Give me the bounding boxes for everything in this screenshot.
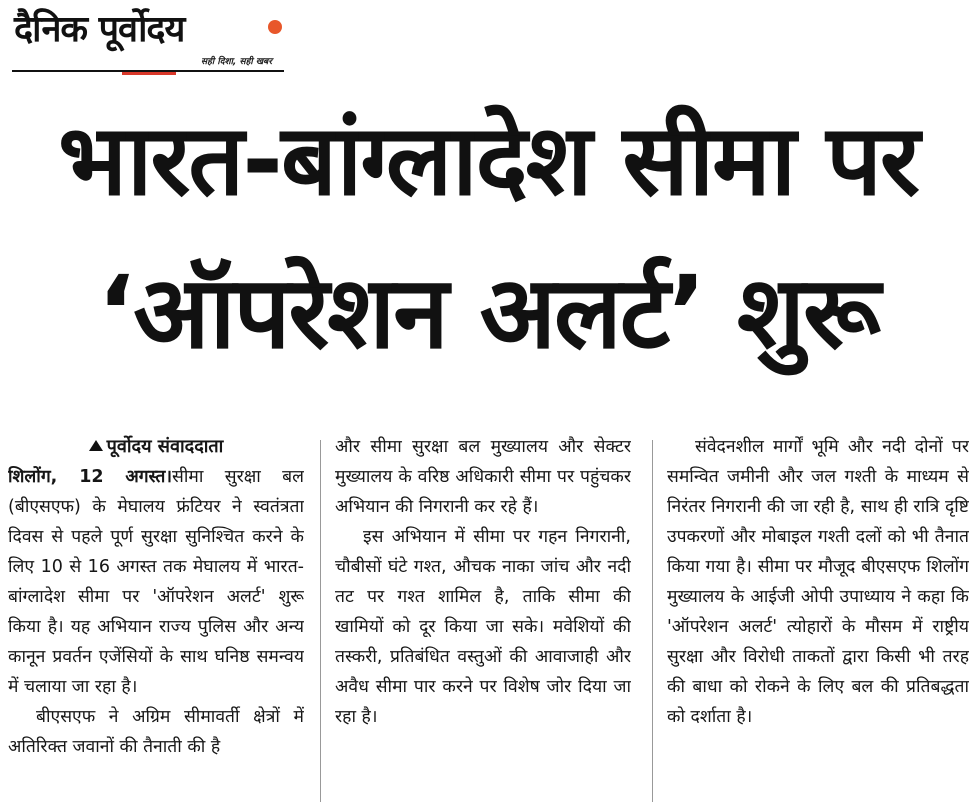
- article-column-3: [667, 432, 969, 804]
- newspaper-name: दैनिक पूर्वोदय: [14, 9, 185, 50]
- newspaper-tagline: सही दिशा, सही खबर: [201, 57, 272, 67]
- byline: [8, 432, 304, 462]
- headline-line-1: भारत-बांग्लादेश सीमा पर: [58, 104, 918, 218]
- headline-line-2: ‘ऑपरेशन अलर्ट’ शुरू: [97, 254, 879, 371]
- article-paragraph: बीएसएफ ने अग्रिम सीमावर्ती क्षेत्रों में अतिरिक्त जवानों की तैनाती की है: [8, 707, 304, 757]
- article-paragraph: इस अभियान में सीमा पर गहन निगरानी, चौबीसों घंटे गश्त, औचक नाका जांच और नदी तट पर गश्त शामिल है, ताकि सीमा की खामियों को दूर किया जा सके। मवेशियों की तस्करी, प्रतिबंधित वस्तुओं की आवाजाही और अवैध सीमा पार करने पर विशेष जोर दिया जा रहा है।: [335, 527, 631, 727]
- masthead-logo: [12, 6, 284, 72]
- article-column-2: [335, 432, 631, 804]
- masthead-red-bar: [122, 72, 176, 75]
- article-paragraph: संवेदनशील मार्गों भूमि और नदी दोनों पर समन्वित जमीनी और जल गश्ती के माध्यम से निरंतर निगरानी की जा रही है, साथ ही रात्रि दृष्टि उपकरणों और मोबाइल गश्ती दलों को भी तैनात किया गया है। सीमा पर मौजूद बीएसएफ शिलोंग मुख्यालय के आईजी ओपी उपाध्याय ने कहा कि 'ऑपरेशन अलर्ट' त्योहारों के मौसम में राष्ट्रीय सुरक्षा और विरोधी ताकतों द्वारा किसी भी तरह की बाधा को रोकने के लिए बल की प्रतिबद्धता को दर्शाता है।: [667, 437, 969, 727]
- article-paragraph: [8, 462, 304, 702]
- byline-text: पूर्वोदय संवाददाता: [106, 436, 224, 457]
- triangle-icon: [89, 440, 103, 451]
- logo-dot-icon: [268, 20, 282, 34]
- paragraph-text: सीमा सुरक्षा बल (बीएसएफ) के मेघालय फ्रंटियर ने स्वतंत्रता दिवस से पहले पूर्ण सुरक्षा सुनिश्चित करने के लिए 10 से 16 अगस्त तक मेघालय में भारत-बांग्लादेश सीमा पर 'ऑपरेशन अलर्ट' शुरू किया है। यह अभियान राज्य पुलिस और अन्य कानून प्रवर्तन एजेंसियों के साथ घनिष्ठ समन्वय में चलाया जा रहा है।: [8, 467, 304, 697]
- article-paragraph: और सीमा सुरक्षा बल मुख्यालय और सेक्टर मुख्यालय के वरिष्ठ अधिकारी सीमा पर पहुंचकर अभियान की निगरानी कर रहे हैं।: [335, 437, 631, 517]
- article-column-1: [8, 432, 304, 804]
- dateline: शिलोंग, 12 अगस्त।: [8, 467, 173, 487]
- column-divider: [320, 440, 321, 802]
- column-divider: [652, 440, 653, 802]
